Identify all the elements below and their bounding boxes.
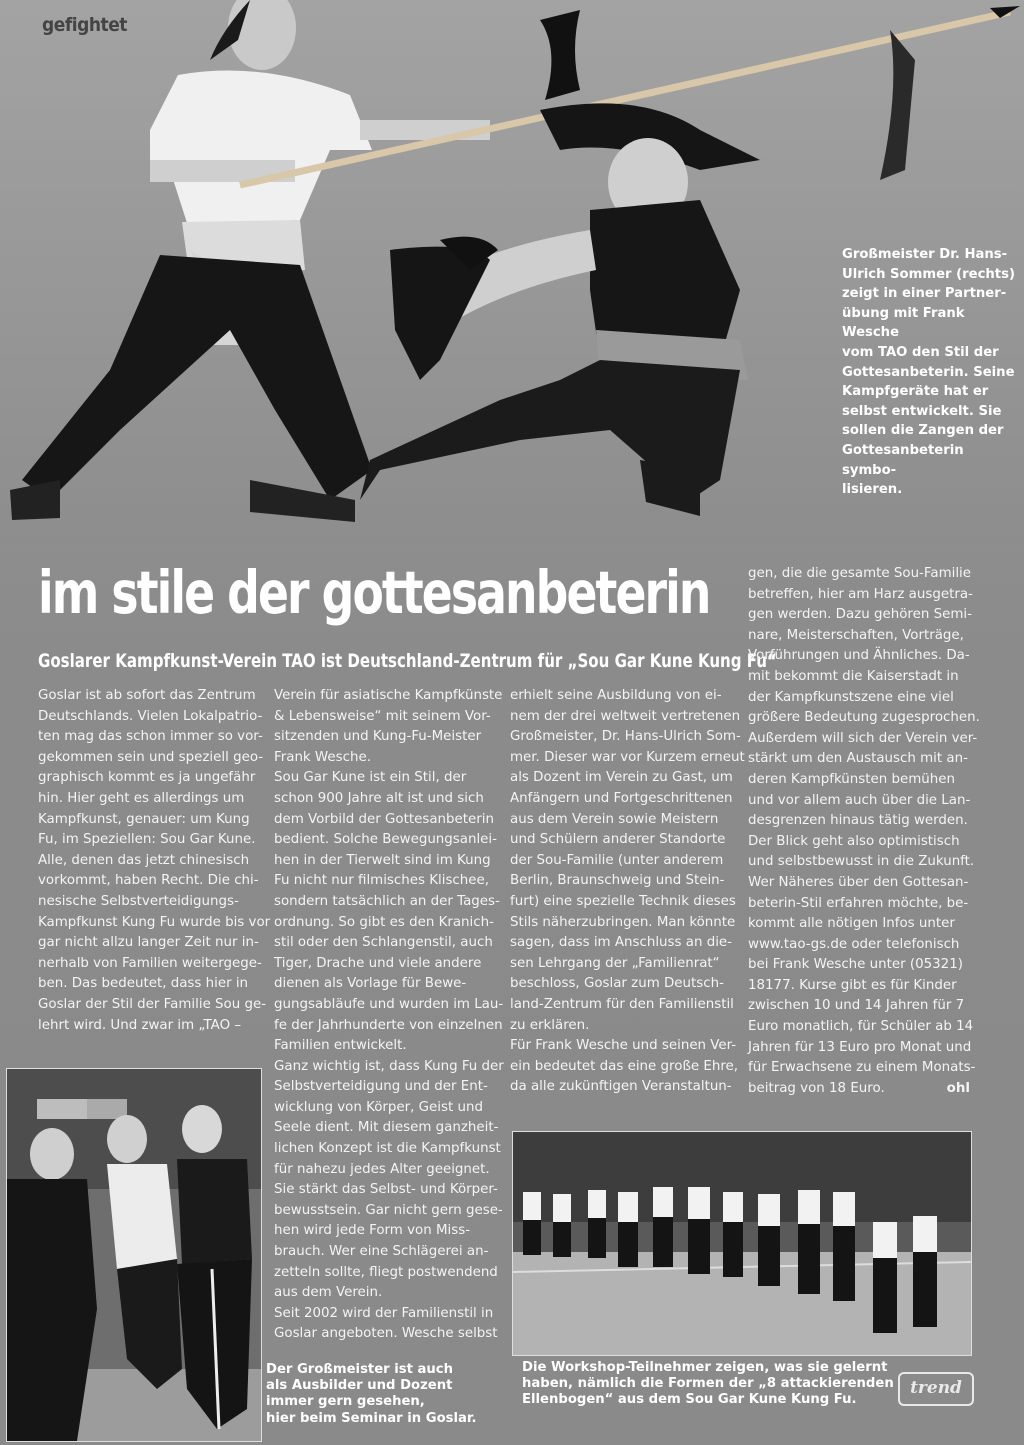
caption-line: Die Workshop-Teilnehmer zeigen, was sie gelernt (522, 1360, 888, 1375)
article-line: der Sou-Familie (unter anderem (510, 852, 724, 868)
article-line: beterin-Stil erfahren möchte, be- (748, 895, 969, 911)
article-line: Ganz wichtig ist, dass Kung Fu der (274, 1058, 504, 1074)
caption-line: Kampfgeräte hat er (842, 384, 989, 400)
article-line: gekommen sein und speziell geo- (38, 749, 264, 765)
article-line: wicklung von Körper, Geist und (274, 1099, 483, 1115)
caption-line: zeigt in einer Partner- (842, 286, 1007, 302)
article-line: aus dem Verein sowie Meistern (510, 811, 719, 827)
article-line: www.tao-gs.de oder telefonisch (748, 936, 960, 952)
article-headline: im stile der gottesanbeterin (38, 558, 710, 627)
article-line: bei Frank Wesche unter (05321) (748, 957, 963, 973)
article-subhead: Goslarer Kampfkunst-Verein TAO ist Deutschland-Zentrum für „Sou Gar Kune Kung Fu“ (38, 650, 777, 672)
article-line: Familien entwickelt. (274, 1038, 407, 1054)
article-line: zwischen 10 und 14 Jahren für 7 (748, 998, 965, 1014)
article-line: furt) eine spezielle Technik dieses (510, 893, 736, 909)
article-line: ben. Das bedeutet, dass hier in (38, 976, 249, 992)
article-line: Kampfkunst Kung Fu wurde bis vor (38, 914, 271, 930)
article-line: mit bekommt die Kaiserstadt in (748, 668, 959, 684)
section-tag: gefightet (42, 14, 127, 36)
article-line: Frank Wesche. (274, 749, 371, 765)
column-4-lines (748, 564, 980, 1099)
workshop-photo (512, 1131, 972, 1356)
article-line: größere Bedeutung zugesprochen. (748, 710, 980, 726)
article-line: 18177. Kurse gibt es für Kinder (748, 977, 957, 993)
article-line: Außerdem will sich der Verein ver- (748, 730, 978, 746)
brand-logo-stamp: trend (898, 1372, 974, 1406)
article-line: beschloss, Goslar zum Deutsch- (510, 976, 724, 992)
article-line: Berlin, Braunschweig und Stein- (510, 873, 725, 889)
article-line: nem der drei weltweit vertretenen (510, 708, 741, 724)
article-line: desgrenzen hinaus tätig werden. (748, 813, 968, 829)
article-column-3 (510, 686, 745, 1098)
article-line: da alle zukünftigen Veranstaltun- (510, 1079, 732, 1095)
article-line: betreffen, hier am Harz ausgetra- (748, 586, 973, 602)
article-line: nesische Selbstverteidigungs- (38, 893, 239, 909)
article-line: Goslar ist ab sofort das Zentrum (38, 688, 256, 703)
workshop-photo-caption (522, 1360, 902, 1409)
article-line: Fu nicht nur filmisches Klischee, (274, 873, 490, 889)
article-line: der Kampfkunstszene eine viel (748, 689, 954, 705)
article-line: Deutschlands. Vielen Lokalpatrio- (38, 708, 263, 724)
caption-line: Gottesanbeterin. Seine (842, 364, 1015, 380)
article-line: Goslar angeboten. Wesche selbst (274, 1326, 498, 1342)
article-line: gungsabläufe und wurden im Lau- (274, 996, 504, 1012)
caption-line: als Ausbilder und Dozent (266, 1378, 453, 1394)
article-line: Sie stärkt das Selbst- und Körper- (274, 1182, 498, 1198)
caption-line: Gottesanbeterin symbo- (842, 442, 964, 478)
article-line: fe der Jahrhunderte von einzelnen (274, 1017, 503, 1033)
article-line: zu erklären. (510, 1017, 590, 1033)
author-signoff: ohl (946, 1081, 970, 1096)
article-line: ein bedeutet das eine große Ehre, (510, 1058, 739, 1074)
article-line: Goslar der Stil der Familie Sou ge- (38, 996, 267, 1012)
article-line: ordnung. So gibt es den Kranich- (274, 914, 494, 930)
article-line: deren Kampfkünsten bemühen (748, 771, 955, 787)
article-line: Der Blick geht also optimistisch (748, 833, 960, 849)
article-line: und Schülern anderer Standorte (510, 832, 726, 848)
article-line: stärkt um den Austausch mit an- (748, 751, 968, 767)
article-line: gar nicht allzu langer Zeit nur in- (38, 935, 259, 951)
article-line: dem Vorbild der Gottesanbeterin (274, 811, 494, 827)
article-line: Selbstverteidigung und der Ent- (274, 1079, 488, 1095)
article-line: Fu, im Speziellen: Sou Gar Kune. (38, 832, 256, 848)
caption-line: selbst entwickelt. Sie (842, 403, 1002, 419)
article-line: Seele dient. Mit diesem ganzheit- (274, 1120, 499, 1136)
article-line: sen Lehrgang der „Familienrat“ (510, 955, 720, 971)
article-line: graphisch kommt es ja ungefähr (38, 770, 256, 786)
caption-line: vom TAO den Stil der (842, 344, 999, 360)
article-line: zetteln sollte, fliegt postwendend (274, 1264, 498, 1280)
article-line: sagen, dass im Anschluss an die- (510, 935, 732, 951)
article-line: Verein für asiatische Kampfkünste (274, 688, 503, 703)
article-line: beitrag von 18 Euro. (748, 1080, 885, 1096)
article-line: & Lebensweise“ mit seinem Vor- (274, 708, 491, 724)
article-line: dienen als Vorlage für Bewe- (274, 976, 467, 992)
article-line: Anfängern und Fortgeschrittenen (510, 790, 733, 806)
article-line: bedient. Solche Bewegungsanlei- (274, 832, 497, 848)
article-line: gen werden. Dazu gehören Semi- (748, 607, 972, 623)
article-line: nare, Meisterschaften, Vorträge, (748, 627, 964, 643)
article-line: hen wird jede Form von Miss- (274, 1223, 471, 1239)
article-line: gen, die die gesamte Sou-Familie (748, 566, 972, 581)
article-line: und selbstbewusst in die Zukunft. (748, 854, 975, 870)
article-line: schon 900 Jahre alt ist und sich (274, 790, 484, 806)
article-line: land-Zentrum für den Familienstil (510, 996, 734, 1012)
seminar-photo (6, 1068, 262, 1442)
article-line: für nahezu jedes Alter geeignet. (274, 1161, 490, 1177)
article-line: Stils näherzubringen. Man könnte (510, 914, 736, 930)
article-line: kommt alle nötigen Infos unter (748, 916, 955, 932)
article-line: Euro monatlich, für Schüler ab 14 (748, 1019, 974, 1035)
article-line: vorkommt, haben Recht. Die chi- (38, 873, 259, 889)
article-column-2 (274, 686, 504, 1345)
caption-line: Der Großmeister ist auch (266, 1362, 454, 1377)
article-line: brauch. Wer eine Schlägerei an- (274, 1244, 489, 1260)
article-line: nerhalb von Familien weitergege- (38, 955, 262, 971)
article-line: für Erwachsene zu einem Monats- (748, 1060, 976, 1076)
article-line: mer. Dieser war vor Kurzem erneut (510, 749, 745, 765)
article-line: stil oder den Schlangenstil, auch (274, 935, 493, 951)
article-line: lehrt wird. Und zwar im „TAO – (38, 1017, 242, 1033)
article-line: erhielt seine Ausbildung von ei- (510, 688, 722, 703)
article-line: als Dozent im Verein zu Gast, um (510, 770, 733, 786)
caption-line: haben, nämlich die Formen der „8 attackierenden (522, 1376, 894, 1392)
article-column-4 (748, 564, 980, 1099)
seminar-photo-caption (266, 1362, 506, 1427)
article-line: Jahren für 13 Euro pro Monat und (748, 1039, 972, 1055)
article-line: hen in der Tierwelt sind im Kung (274, 852, 491, 868)
caption-line: übung mit Frank Wesche (842, 305, 965, 341)
article-line: Kampfkunst, genauer: um Kung (38, 811, 250, 827)
caption-line: hier beim Seminar in Goslar. (266, 1410, 477, 1426)
article-column-1 (38, 686, 270, 1036)
article-line: Sou Gar Kune ist ein Stil, der (274, 770, 467, 786)
caption-line: Ulrich Sommer (rechts) (842, 266, 1015, 282)
article-line: aus dem Verein. (274, 1285, 383, 1301)
article-line: Seit 2002 wird der Familienstil in (274, 1305, 494, 1321)
article-line: Vorführungen und Ähnliches. Da- (748, 648, 970, 664)
article-line: Großmeister, Dr. Hans-Ulrich Som- (510, 729, 741, 745)
article-line: Alle, denen das jetzt chinesisch (38, 852, 250, 868)
article-line: sitzenden und Kung-Fu-Meister (274, 729, 482, 745)
article-line: und vor allem auch über die Lan- (748, 792, 971, 808)
article-line: Wer Näheres über den Gottesan- (748, 874, 969, 890)
article-line: hin. Hier geht es allerdings um (38, 790, 245, 806)
article-line: lichen Konzept ist die Kampfkunst (274, 1141, 501, 1157)
hero-photo-caption (842, 245, 1022, 500)
caption-line: Ellenbogen“ aus dem Sou Gar Kune Kung Fu. (522, 1392, 857, 1408)
caption-line: sollen die Zangen der (842, 423, 1004, 439)
caption-line: immer gern gesehen, (266, 1394, 425, 1410)
article-line: Für Frank Wesche und seinen Ver- (510, 1038, 737, 1054)
article-line: ten mag das schon immer so vor- (38, 729, 263, 745)
article-line: sondern tatsächlich an der Tages- (274, 893, 500, 909)
caption-line: Großmeister Dr. Hans- (842, 247, 1008, 262)
article-line: Tiger, Drache und viele andere (274, 955, 482, 971)
article-line: bewusstsein. Gar nicht gern gese- (274, 1202, 503, 1218)
caption-line: lisieren. (842, 482, 903, 498)
